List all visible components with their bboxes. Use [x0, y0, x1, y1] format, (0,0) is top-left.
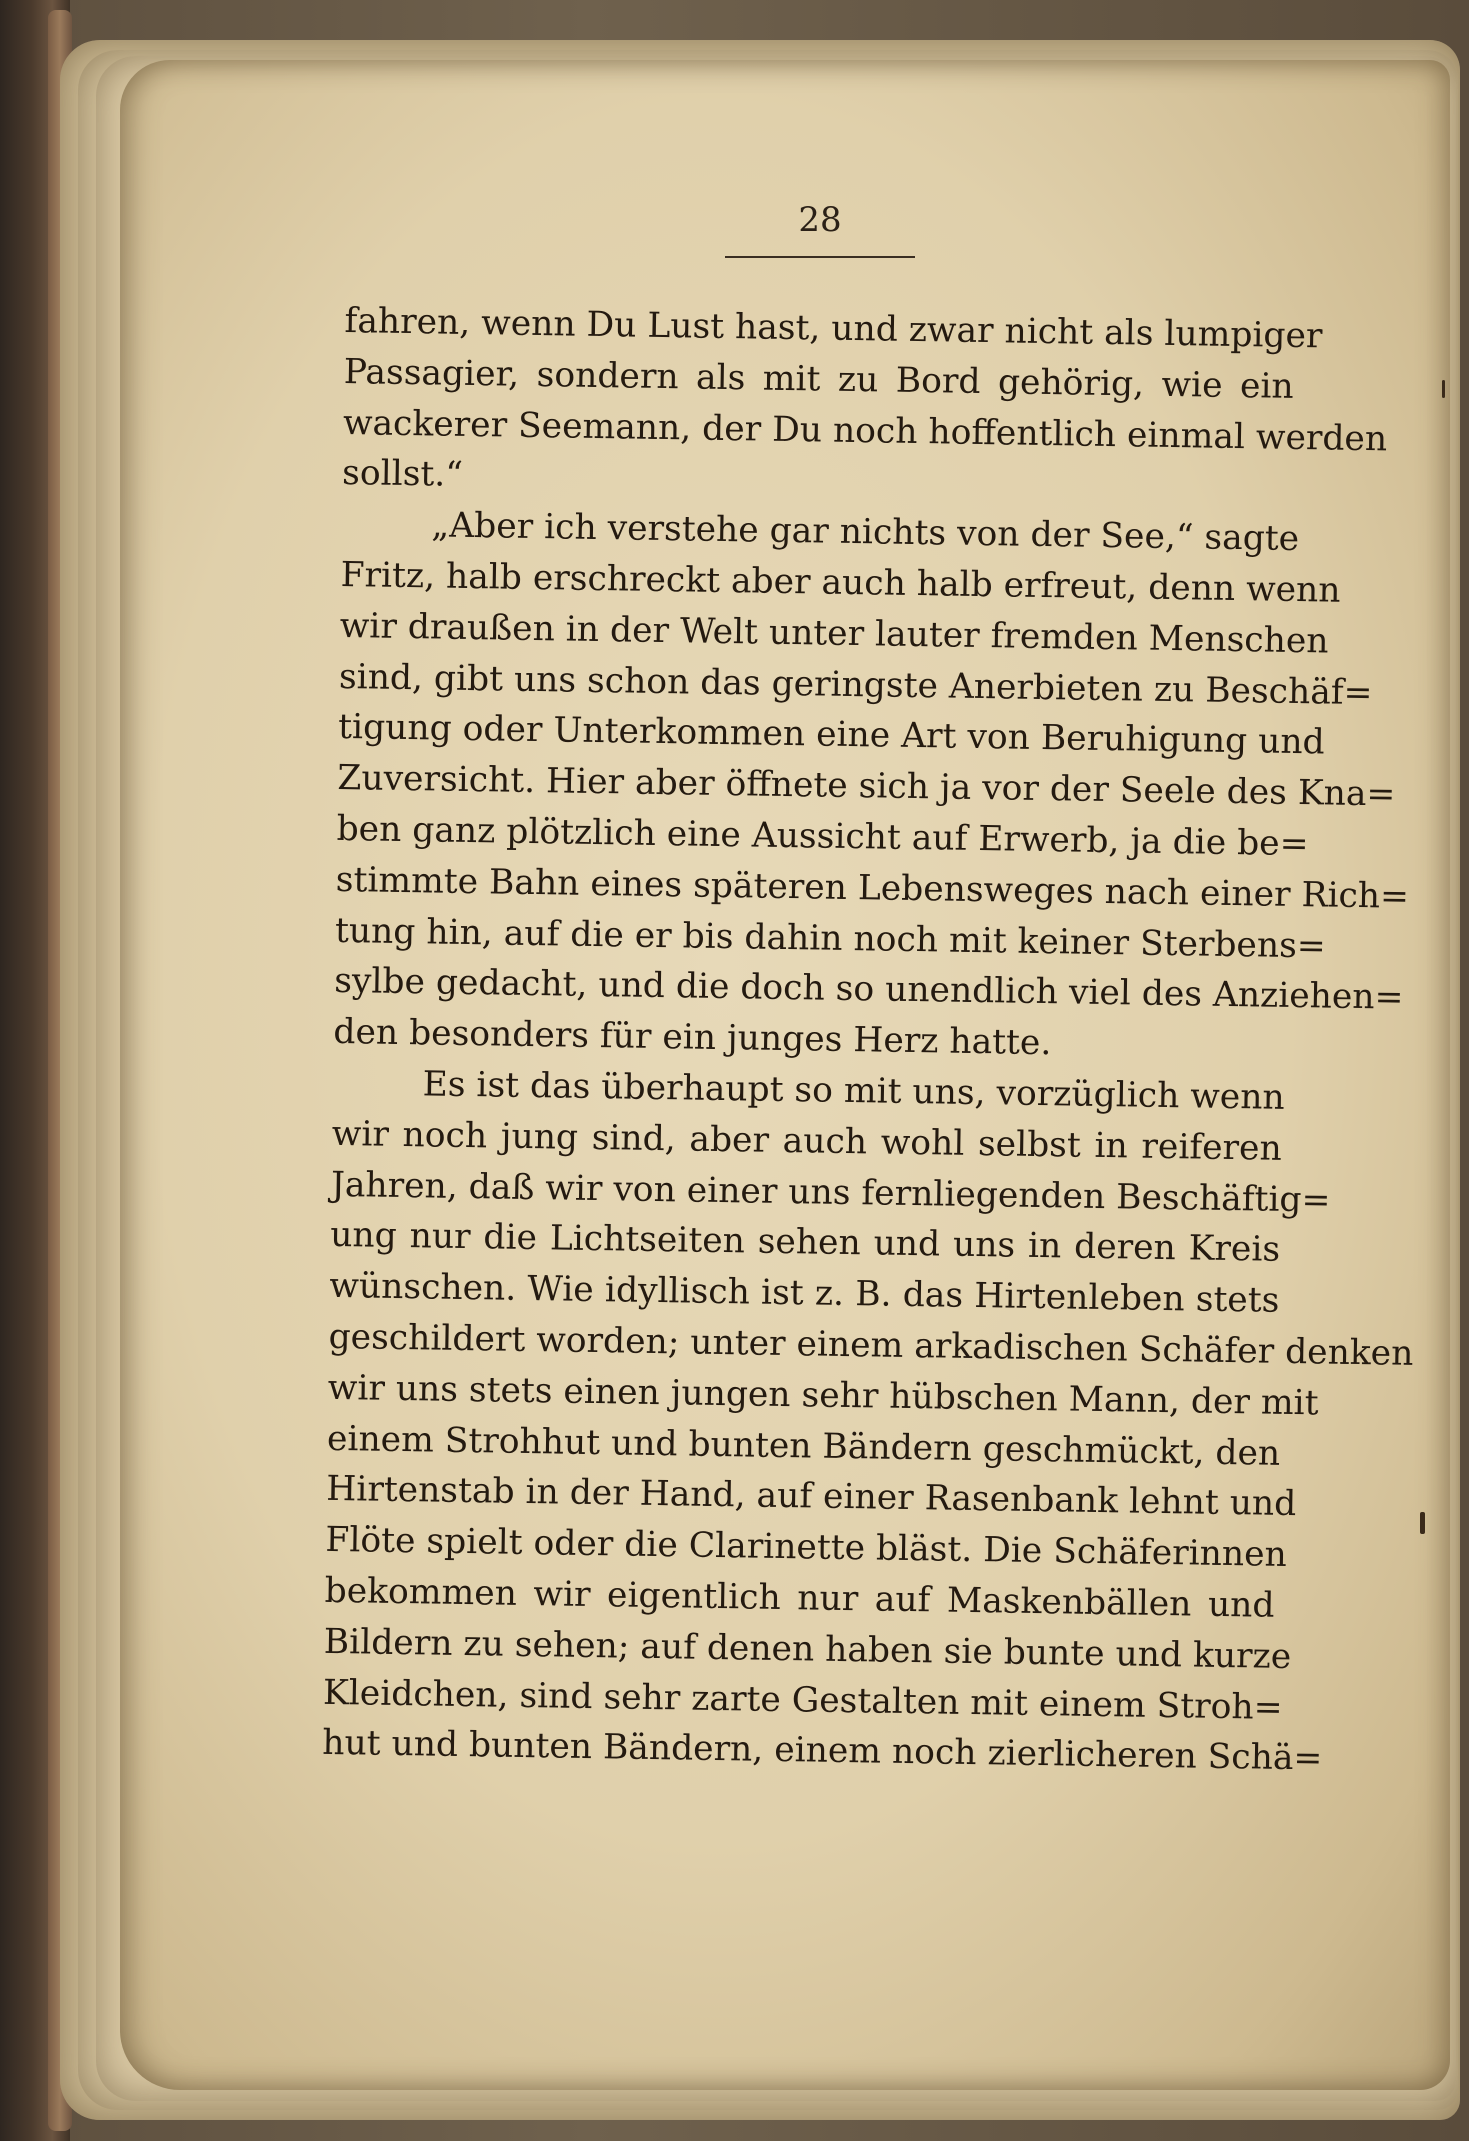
- text-line: Es ist das überhaupt so mit uns, vorzüglich wenn: [422, 1064, 1286, 1118]
- text-line: den besonders für ein junges Herz hatte.: [333, 1012, 1052, 1064]
- text-line: tung hin, auf die er bis dahin noch mit keiner Sterbens=: [334, 910, 1327, 967]
- paragraph: [333, 499, 1410, 1073]
- text-line: Jahren, daß wir von einer uns fernliegenden Beschäftig=: [330, 1164, 1331, 1221]
- text-line: hut und bunten Bändern, einem noch zierlicheren Schä=: [321, 1723, 1323, 1779]
- text-line: sind, gibt uns schon das geringste Anerbieten zu Beschäf=: [338, 656, 1373, 713]
- text-line: Hirtenstab in der Hand, auf einer Rasenbank lehnt und: [325, 1469, 1297, 1525]
- text-line: Fritz, halb erschreckt aber auch halb erfreut, denn wenn: [340, 554, 1341, 611]
- text-line: Flöte spielt oder die Clarinette bläst. Die Schäferinnen: [325, 1519, 1288, 1576]
- text-line: sylbe gedacht, und die doch so unendlich viel des Anziehen=: [333, 961, 1404, 1019]
- paragraph: [321, 1058, 1414, 1784]
- body-text: [321, 296, 1414, 1784]
- page-number: 28: [798, 200, 842, 240]
- text-line: Zuversicht. Hier aber öffnete sich ja vor der Seele des Kna=: [337, 758, 1396, 815]
- text-line: fahren, wenn Du Lust hast, und zwar nicht als lumpiger: [344, 300, 1323, 357]
- text-line: geschildert worden; unter einem arkadischen Schäfer denken: [328, 1316, 1414, 1374]
- text-line: wackerer Seemann, der Du noch hoffentlich einmal werden: [342, 402, 1388, 459]
- text-line: sollst.“: [341, 453, 464, 496]
- text-line: Bildern zu sehen; auf denen haben sie bunte und kurze: [323, 1621, 1292, 1677]
- text-line: wir noch jung sind, aber auch wohl selbst in reiferen: [331, 1113, 1283, 1169]
- text-line: stimmte Bahn eines späteren Lebensweges nach einer Rich=: [335, 859, 1410, 917]
- text-line: wünschen. Wie idyllisch ist z. B. das Hirtenleben stets: [329, 1266, 1280, 1321]
- text-line: ben ganz plötzlich eine Aussicht auf Erwerb, ja die be=: [336, 808, 1309, 865]
- text-line: tigung oder Unterkommen eine Art von Beruhigung und: [337, 707, 1325, 763]
- text-line: wir draußen in der Welt unter lauter fremden Menschen: [339, 605, 1329, 662]
- text-line: ung nur die Lichtseiten sehen und uns in deren Kreis: [329, 1215, 1281, 1271]
- text-line: „Aber ich verstehe gar nichts von der See,“ sagte: [431, 505, 1300, 560]
- text-line: Passagier, sondern als mit zu Bord gehörig, wie ein: [343, 351, 1295, 407]
- text-line: bekommen wir eigentlich nur auf Maskenbällen und: [324, 1570, 1275, 1626]
- header-rule: [725, 256, 915, 258]
- page-edge-mark: [1420, 1512, 1425, 1534]
- text-line: Kleidchen, sind sehr zarte Gestalten mit einem Stroh=: [322, 1672, 1283, 1728]
- text-line: wir uns stets einen jungen sehr hübschen Mann, der mit: [327, 1367, 1319, 1424]
- page-edge-mark: [1442, 380, 1445, 398]
- text-line: einem Strohhut und bunten Bändern geschmückt, den: [326, 1418, 1281, 1474]
- paragraph: [341, 296, 1388, 514]
